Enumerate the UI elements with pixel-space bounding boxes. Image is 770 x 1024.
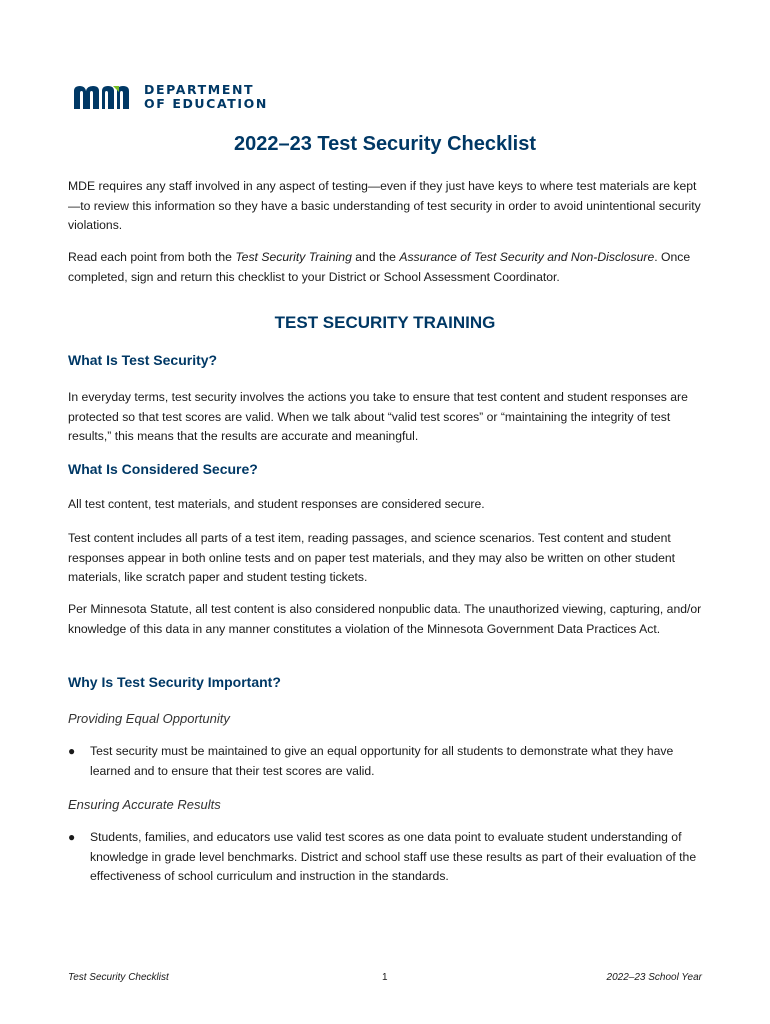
intro-paragraph-2 [68, 248, 708, 287]
intro-p2-italic-training: Test Security Training [235, 250, 352, 264]
secure-paragraph-2: Test content includes all parts of a test item, reading passages, and science scenarios. Test content and student responses appear in both online tests and on paper test materials, and they may also be written on other student materials, like scratch paper and student testing tickets. [68, 531, 676, 584]
document-title: 2022–23 Test Security Checklist [233, 133, 537, 155]
mde-logo [72, 82, 268, 112]
list-item [68, 742, 708, 781]
subheading-accurate-results: Ensuring Accurate Results [68, 797, 221, 812]
footer-right: 2022–23 School Year [606, 972, 702, 983]
intro-p2-text-1: Read each point from both the [68, 250, 236, 264]
secure-paragraph-3: Per Minnesota Statute, all test content is also considered nonpublic data. The unauthorized viewing, capturing, and/or knowledge of this data in any manner constitutes a violation of the Minnesota Government Data Practices Act. [68, 602, 702, 636]
intro-p2-text-3: . Once completed, sign and return this checklist to your District or School Assessment Coordinator. [68, 250, 691, 284]
intro-p2-text-2: and the [351, 250, 400, 264]
intro-p2-italic-assurance: Assurance of Test Security and Non-Disclosure [399, 250, 655, 264]
footer-left: Test Security Checklist [68, 972, 169, 983]
logo-wordmark [144, 83, 268, 111]
what-is-paragraph: In everyday terms, test security involves the actions you take to ensure that test content and student responses are protected so that test scores are valid. When we talk about “valid test scores” or “maintaining the integrity of test results,” this means that the results are accurate and meaningful. [68, 390, 688, 443]
section-title: TEST SECURITY TRAINING [274, 313, 496, 332]
logo-line-education: OF EDUCATION [144, 96, 268, 111]
subheading-equal-opportunity: Providing Equal Opportunity [68, 711, 230, 726]
heading-what-is-test-security: What Is Test Security? [68, 352, 218, 368]
heading-why-important: Why Is Test Security Important? [68, 674, 281, 690]
bullet-text-equal-opportunity: Test security must be maintained to give an equal opportunity for all students to demonstrate what they have learned and to ensure that their test scores are valid. [90, 744, 674, 778]
bullet-text-accurate-results: Students, families, and educators use valid test scores as one data point to evaluate student understanding of knowledge in grade level benchmarks. District and school staff use these results as part of their evaluation of the effectiveness of school curriculum and instruction in the standards. [90, 830, 697, 883]
secure-paragraph-1: All test content, test materials, and student responses are considered secure. [68, 497, 485, 511]
list-item [68, 828, 708, 887]
bullet-icon: ● [68, 830, 76, 844]
page-number: 1 [382, 972, 388, 983]
mn-logo-icon [72, 83, 138, 111]
intro-paragraph-1: MDE requires any staff involved in any aspect of testing—even if they just have keys to where test materials are kept—to review this information so they have a basic understanding of test security in order to avoid unintentional security violations. [68, 179, 701, 232]
bullet-icon: ● [68, 744, 76, 758]
logo-line-department: DEPARTMENT [144, 82, 255, 97]
heading-considered-secure: What Is Considered Secure? [68, 461, 258, 477]
